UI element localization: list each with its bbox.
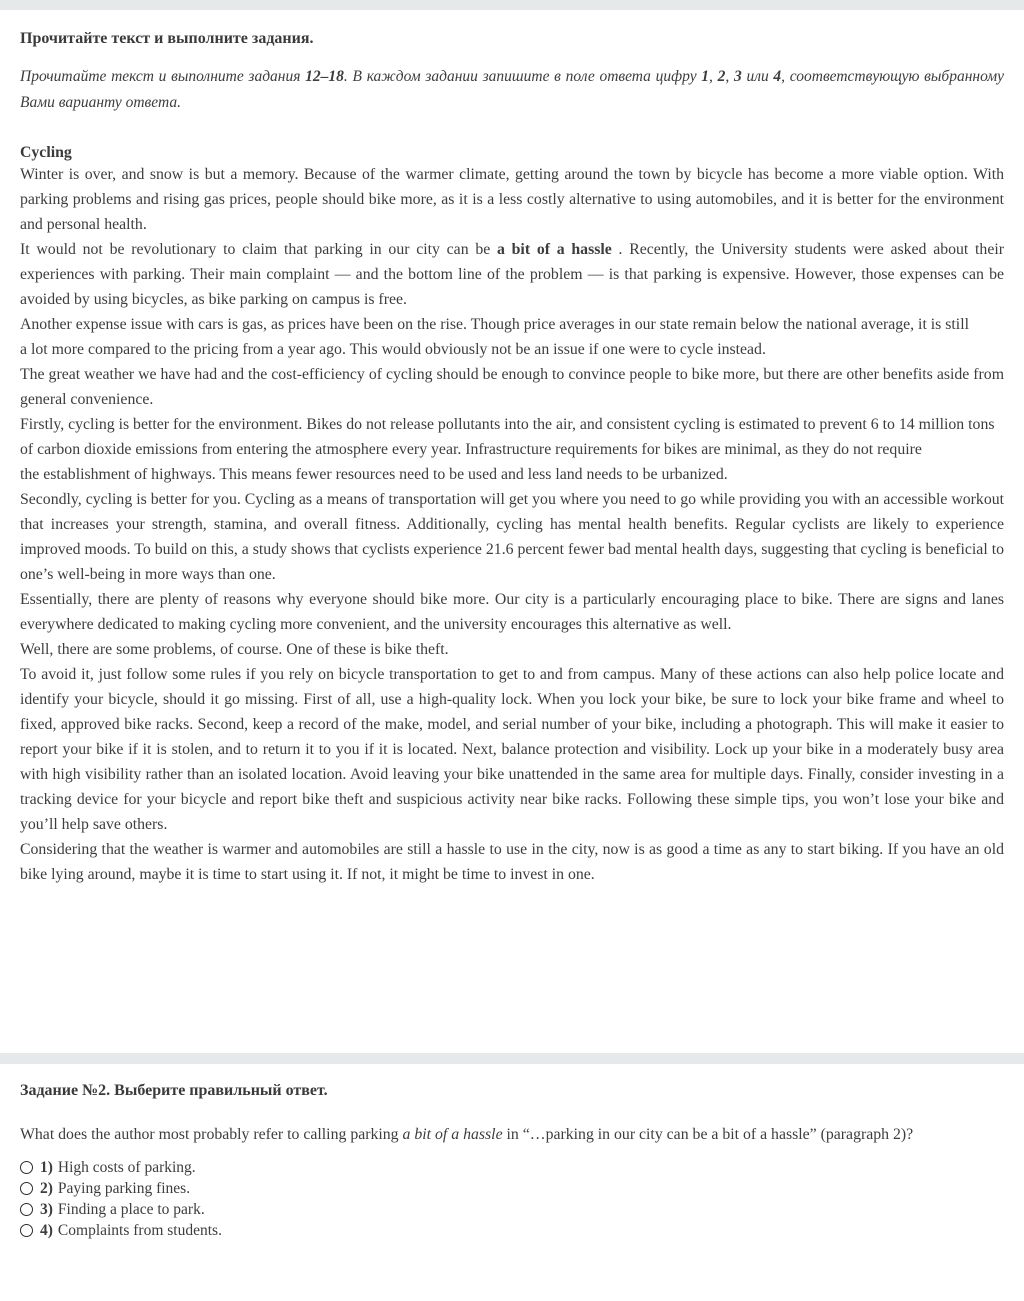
article-paragraph: Considering that the weather is warmer and automobiles are still a hassle to use in the city, now is as good a time as any to start biking. If you have an old bike lying around, maybe it is time to start using it. If not, it might be time to invest in one. [20, 841, 1004, 883]
option-number: 4) [40, 1221, 53, 1239]
section-divider-bar [0, 1053, 1024, 1064]
article-paragraph: Firstly, cycling is better for the environment. Bikes do not release pollutants into the air, and consistent cycling is estimated to prevent 6 to 14 million tons [20, 416, 995, 433]
option-number: 2) [40, 1179, 53, 1197]
option-label: Paying parking fines. [57, 1179, 191, 1197]
option-label: Finding a place to park. [57, 1200, 205, 1218]
article-title: Cycling [20, 144, 72, 161]
option-radio[interactable] [20, 1224, 33, 1237]
article-paragraph: Well, there are some problems, of course. One of these is bike theft. [20, 641, 449, 658]
page-title: Прочитайте текст и выполните задания. [20, 30, 314, 47]
question-text: What does the author most probably refer to calling parking a bit of a hassle in “…parking in our city can be a bit of a hassle” (paragraph 2)? [20, 1126, 914, 1143]
answer-option-2[interactable] [20, 1178, 1004, 1199]
article-paragraph: a lot more compared to the pricing from a year ago. This would obviously not be an issue if one were to cycle instead. [20, 341, 766, 358]
article-paragraph: the establishment of highways. This means fewer resources need to be used and less land needs to be urbanized. [20, 466, 728, 483]
options-list [20, 1157, 1004, 1241]
task-section [0, 1082, 1024, 1241]
article-body [20, 162, 1004, 887]
article-paragraph: of carbon dioxide emissions from entering the atmosphere every year. Infrastructure requirements for bikes are minimal, as they do not require [20, 441, 922, 458]
reading-section [0, 10, 1024, 887]
article-paragraph: Another expense issue with cars is gas, as prices have been on the rise. Though price averages in our state remain below the national average, it is still [20, 316, 969, 333]
task-title: Задание №2. Выберите правильный ответ. [20, 1082, 328, 1099]
option-radio[interactable] [20, 1161, 33, 1174]
answer-option-1[interactable] [20, 1157, 1004, 1178]
answer-option-3[interactable] [20, 1199, 1004, 1220]
article-paragraph: Secondly, cycling is better for you. Cycling as a means of transportation will get you where you need to go while providing you with an accessible workout that increases your strength, stamina, and overall fitness. Additionally, cycling has mental health benefits. Regular cyclists are likely to experience improved moods. To build on this, a study shows that cyclists experience 21.6 percent fewer bad mental health days, suggesting that cycling is beneficial to one’s well-being in more ways than one. [20, 491, 1004, 583]
article-paragraph: To avoid it, just follow some rules if you rely on bicycle transportation to get to and from campus. Many of these actions can also help police locate and identify your bicycle, should it go missing. First of all, use a high-quality lock. When you lock your bike, be sure to lock your bike frame and wheel to fixed, approved bike racks. Second, keep a record of the make, model, and serial number of your bike, including a photograph. This will make it easier to report your bike if it is stolen, and to return it to you if it is located. Next, balance protection and visibility. Lock up your bike in a moderately busy area with high visibility rather than an isolated location. Avoid leaving your bike unattended in the same area for multiple days. Finally, consider investing in a tracking device for your bicycle and report bike theft and suspicious activity near bike racks. Following these simple tips, you won’t lose your bike and you’ll help save others. [20, 666, 1004, 833]
option-radio[interactable] [20, 1182, 33, 1195]
article-paragraph: It would not be revolutionary to claim that parking in our city can be a bit of a hassle . Recently, the University students were asked about their experiences with parking. Their main complaint — and the bottom line of the problem — is that parking is expensive. However, those expenses can be avoided by using bicycles, as bike parking on campus is free. [20, 241, 1004, 308]
article-paragraph: Winter is over, and snow is but a memory. Because of the warmer climate, getting around the town by bicycle has become a more viable option. With parking problems and rising gas prices, people should bike more, as it is a less costly alternative to using automobiles, and it is better for the environment and personal health. [20, 166, 1004, 233]
option-label: High costs of parking. [57, 1158, 196, 1176]
option-number: 1) [40, 1158, 53, 1176]
instruction-text: Прочитайте текст и выполните задания 12–18. В каждом задании запишите в поле ответа цифру 1, 2, 3 или 4, соответствующую выбранному Вами варианту ответа. [20, 68, 1005, 111]
option-label: Complaints from students. [57, 1221, 222, 1239]
article-paragraph: Essentially, there are plenty of reasons why everyone should bike more. Our city is a particularly encouraging place to bike. There are signs and lanes everywhere dedicated to making cycling more convenient, and the university encourages this alternative as well. [20, 591, 1004, 633]
top-divider-bar [0, 0, 1024, 10]
answer-option-4[interactable] [20, 1220, 1004, 1241]
article-paragraph: The great weather we have had and the cost-efficiency of cycling should be enough to convince people to bike more, but there are other benefits aside from general convenience. [20, 366, 1004, 408]
option-number: 3) [40, 1200, 53, 1218]
option-radio[interactable] [20, 1203, 33, 1216]
